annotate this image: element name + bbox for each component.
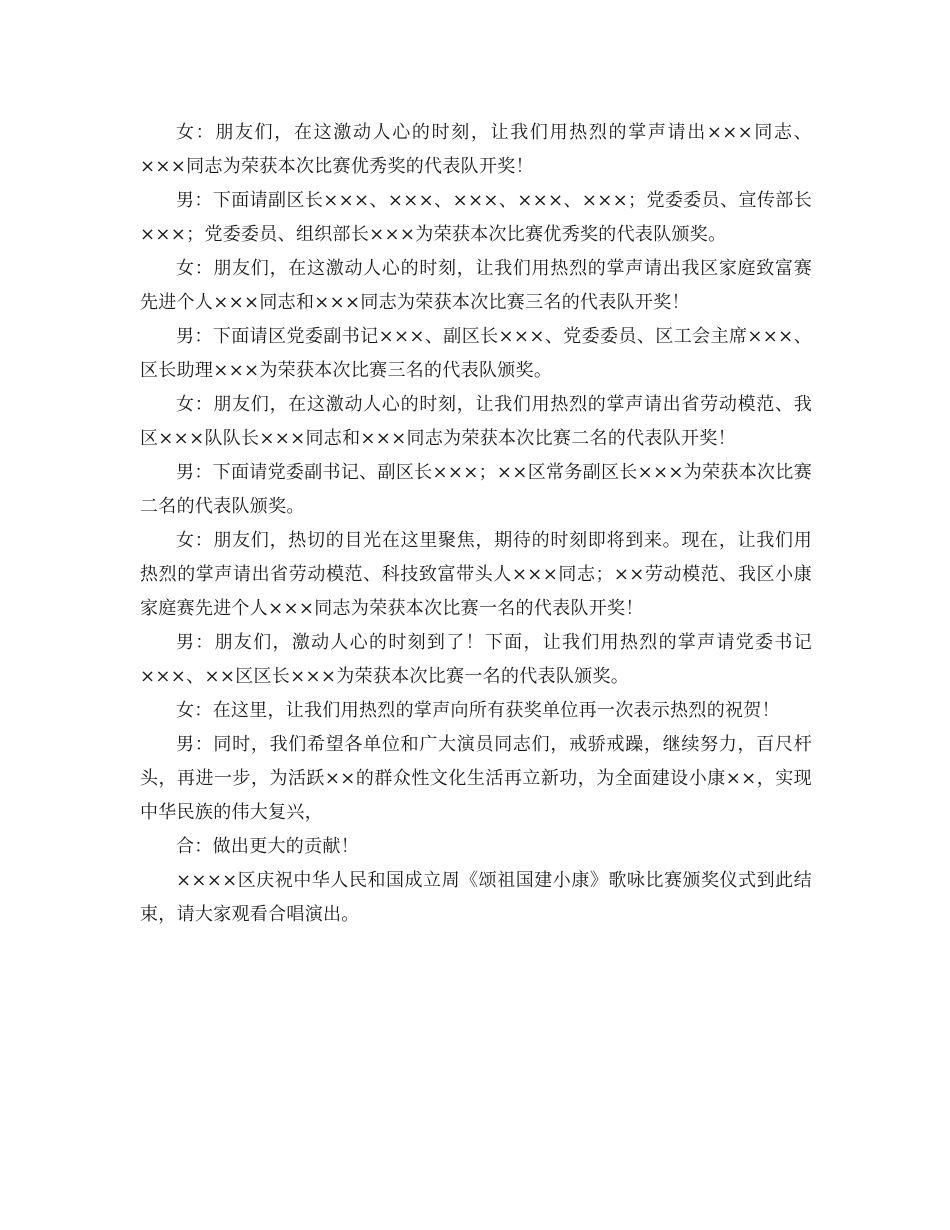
paragraph: 男：下面请党委副书记、副区长×××；××区常务副区长×××为荣获本次比赛二名的代表队颁奖。 bbox=[140, 462, 812, 517]
paragraph: 女：朋友们，在这激动人心的时刻，让我们用热烈的掌声请出我区家庭致富赛先进个人×××同志和×××同志为荣获本次比赛三名的代表队开奖！ bbox=[140, 258, 812, 313]
document-page bbox=[140, 116, 812, 932]
paragraph: 女：朋友们，热切的目光在这里聚焦，期待的时刻即将到来。现在，让我们用热烈的掌声请出省劳动模范、科技致富带头人×××同志；××劳动模范、我区小康家庭赛先进个人×××同志为荣获本次比赛一名的代表队开奖！ bbox=[140, 530, 812, 619]
paragraph: 女：朋友们，在这激动人心的时刻，让我们用热烈的掌声请出×××同志、×××同志为荣获本次比赛优秀奖的代表队开奖！ bbox=[140, 122, 812, 177]
paragraph: 男：下面请区党委副书记×××、副区长×××、党委委员、区工会主席×××、区长助理×××为荣获本次比赛三名的代表队颁奖。 bbox=[140, 326, 812, 381]
paragraph: 女：朋友们，在这激动人心的时刻，让我们用热烈的掌声请出省劳动模范、我区×××队队长×××同志和×××同志为荣获本次比赛二名的代表队开奖！ bbox=[140, 394, 812, 449]
paragraph: 男：下面请副区长×××、×××、×××、×××、×××；党委委员、宣传部长×××；党委委员、组织部长×××为荣获本次比赛优秀奖的代表队颁奖。 bbox=[140, 190, 812, 245]
paragraph: 男：同时，我们希望各单位和广大演员同志们，戒骄戒躁，继续努力，百尺杆头，再进一步，为活跃××的群众性文化生活再立新功，为全面建设小康××，实现中华民族的伟大复兴， bbox=[140, 734, 812, 823]
paragraph: 女：在这里，让我们用热烈的掌声向所有获奖单位再一次表示热烈的祝贺！ bbox=[176, 700, 780, 721]
paragraph: 男：朋友们，激动人心的时刻到了！下面，让我们用热烈的掌声请党委书记×××、××区区长×××为荣获本次比赛一名的代表队颁奖。 bbox=[140, 632, 812, 687]
paragraph: ××××区庆祝中华人民和国成立周《颂祖国建小康》歌咏比赛颁奖仪式到此结束，请大家观看合唱演出。 bbox=[140, 870, 812, 925]
paragraph: 合：做出更大的贡献！ bbox=[176, 836, 359, 857]
